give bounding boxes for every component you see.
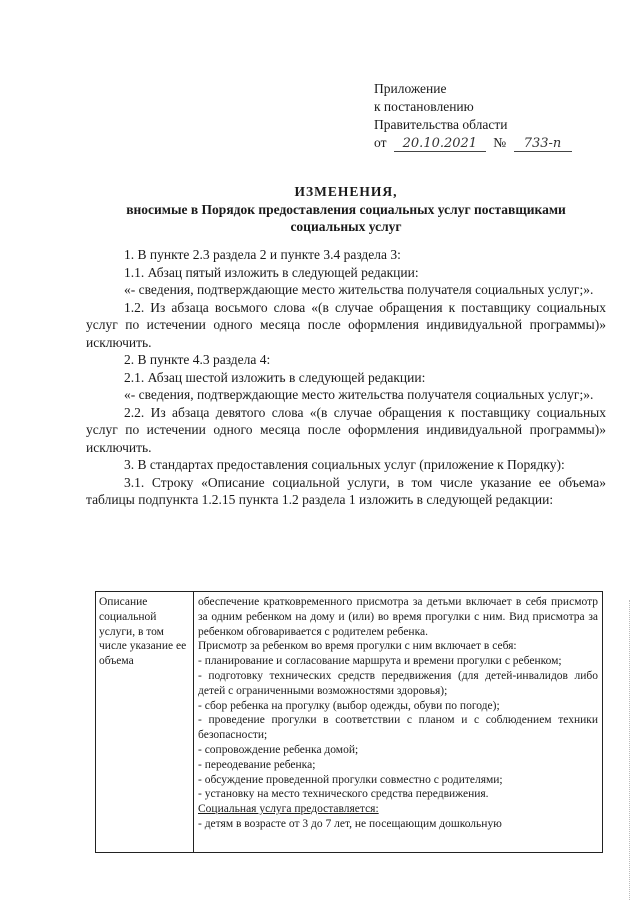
table-line: обеспечение кратковременного присмотра за детьми включает в себя присмотр за одним ребенком на дому и (или) во время прогулки с ним. Вид присмотра за ребенком обговаривается с родителем ребенка. <box>198 596 598 638</box>
document-body <box>86 246 606 509</box>
table-line: - подготовку технических средств передвижения (для детей-инвалидов либо детей с ограниченными возможностями здоровья); <box>198 669 598 697</box>
paragraph-7: «- сведения, подтверждающие место жительства получателя социальных услуг;». <box>124 387 594 402</box>
table-line: - обсуждение проведенной прогулки совместно с родителями; <box>198 773 503 786</box>
table-row-header-cell: Описание социальной услуги, в том числе указание ее объема <box>96 592 194 852</box>
paragraph-9: 3. В стандартах предоставления социальных услуг (приложение к Порядку): <box>124 457 565 472</box>
table-line: Присмотр за ребенком во время прогулки с ним включает в себя: <box>198 640 517 653</box>
service-description-table <box>95 591 603 853</box>
paragraph-6: 2.1. Абзац шестой изложить в следующей редакции: <box>124 369 426 385</box>
paragraph-8: 2.2. Из абзаца девятого слова «(в случае обращения к поставщику социальных услуг по истечении одного месяца после оформления индивидуальной программы)» исключить. <box>86 404 606 455</box>
paragraph-2: 1.1. Абзац пятый изложить в следующей редакции: <box>124 264 419 280</box>
handwritten-number: 733-п <box>514 137 572 152</box>
paragraph-3: «- сведения, подтверждающие место жительства получателя социальных услуг;». <box>124 282 594 297</box>
appendix-date-line <box>374 134 572 152</box>
scan-margin-mark <box>629 600 636 900</box>
table-line: - проведение прогулки в соответствии с планом и с соблюдением техники безопасности; <box>198 714 598 742</box>
appendix-line-3: Правительства области <box>374 117 508 132</box>
document-subtitle-line-1: вносимые в Порядок предоставления социальных услуг поставщиками <box>126 202 566 217</box>
appendix-line-2: к постановлению <box>374 99 474 114</box>
table-line: - установку на место технического средства передвижения. <box>198 788 489 801</box>
appendix-block <box>374 80 572 152</box>
document-title: ИЗМЕНЕНИЯ, <box>294 184 398 199</box>
paragraph-1: 1. В пункте 2.3 раздела 2 и пункте 3.4 раздела 3: <box>124 247 401 262</box>
paragraph-10: 3.1. Строку «Описание социальной услуги, в том числе указание ее объема» таблицы подпункта 1.2.15 пункта 1.2 раздела 1 изложить в следующей редакции: <box>86 474 606 507</box>
paragraph-4: 1.2. Из абзаца восьмого слова «(в случае обращения к поставщику социальных услуг по истечении одного месяца после оформления индивидуальной программы)» исключить. <box>86 299 606 350</box>
appendix-line-1: Приложение <box>374 81 447 96</box>
table-line: Социальная услуга предоставляется: <box>198 803 379 816</box>
table-line: - детям в возрасте от 3 до 7 лет, не посещающим дошкольную <box>198 817 502 830</box>
table-line: - переодевание ребенка; <box>198 758 316 771</box>
appendix-prefix: от <box>374 135 387 150</box>
table-line: - сбор ребенка на прогулку (выбор одежды, обуви по погоде); <box>198 699 500 712</box>
paragraph-5: 2. В пункте 4.3 раздела 4: <box>124 352 271 367</box>
handwritten-date: 20.10.2021 <box>394 137 486 152</box>
table-line: - планирование и согласование маршрута и времени прогулки с ребенком; <box>198 655 562 668</box>
table-line: - сопровождение ребенка домой; <box>198 743 359 756</box>
table-description-cell <box>194 592 602 852</box>
number-sign: № <box>493 135 507 150</box>
document-subtitle-line-2: социальных услуг <box>290 219 402 234</box>
